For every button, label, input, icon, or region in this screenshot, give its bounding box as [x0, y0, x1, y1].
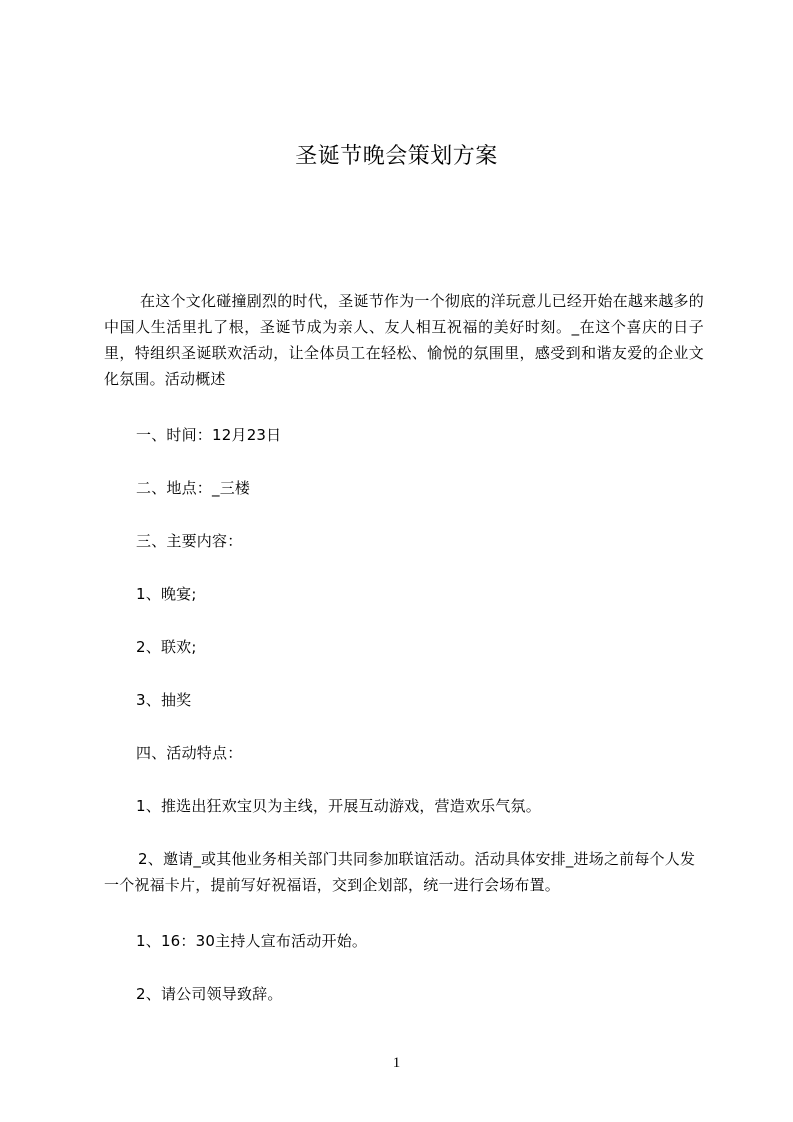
content-item-3: 3、抽奖	[136, 691, 192, 709]
schedule-item-1: 1、16：30主持人宣布活动开始。	[136, 932, 368, 950]
document-title: 圣诞节晚会策划方案	[295, 144, 498, 169]
feature-item-2: 2、邀请_或其他业务相关部门共同参加联谊活动。活动具体安排_进场之前每个人发一个祝福卡片，提前写好祝福语，交到企划部，统一进行会场布置。	[104, 850, 696, 894]
content-item-2: 2、联欢;	[136, 638, 197, 656]
content-item-1: 1、晚宴;	[136, 585, 197, 603]
intro-text: 在这个文化碰撞剧烈的时代，圣诞节作为一个彻底的洋玩意儿已经开始在越来越多的中国人生活里扎了根，圣诞节成为亲人、友人相互祝福的美好时刻。_在这个喜庆的日子里，特组织圣诞联欢活动，让全体员工在轻松、愉悦的氛围里，感受到和谐友爱的企业文化氛围。活动概述	[104, 292, 704, 388]
schedule-item-2: 2、请公司领导致辞。	[136, 985, 283, 1003]
content-heading: 三、主要内容：	[136, 532, 243, 550]
intro-paragraph	[104, 288, 704, 392]
features-heading: 四、活动特点：	[136, 744, 243, 762]
feature-item-1: 1、推选出狂欢宝贝为主线，开展互动游戏，营造欢乐气氛。	[136, 797, 541, 815]
time-line: 一、时间：12月23日	[136, 426, 282, 444]
place-line: 二、地点：_三楼	[136, 479, 251, 497]
page-number: 1	[392, 1055, 401, 1071]
